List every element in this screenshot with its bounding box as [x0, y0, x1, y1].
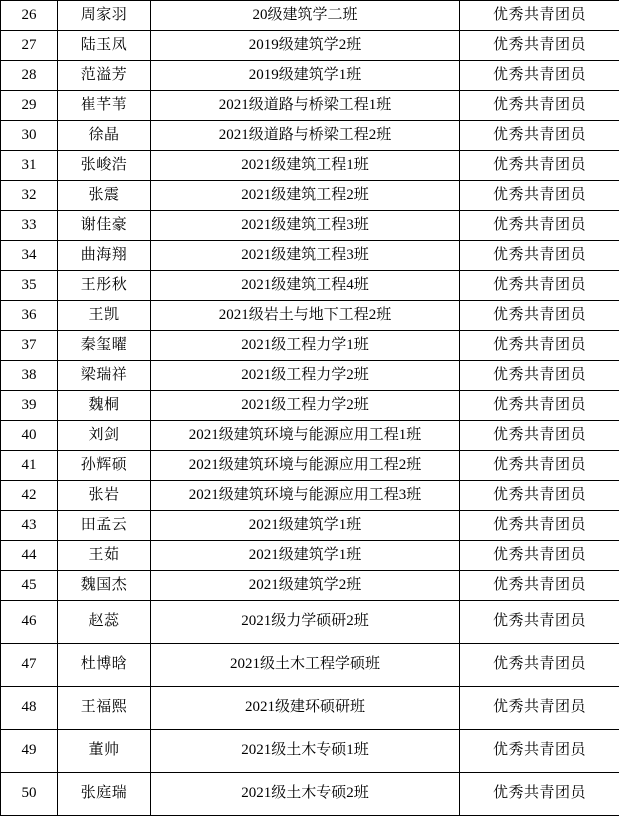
cell-class: 2021级建筑学1班: [151, 541, 460, 571]
table-row: [1, 601, 619, 644]
table-row: [1, 61, 619, 91]
table-row: [1, 91, 619, 121]
table-row: [1, 1, 619, 31]
cell-class: 2021级建筑环境与能源应用工程2班: [151, 451, 460, 481]
table-row: [1, 773, 619, 816]
cell-index: 36: [1, 301, 58, 331]
cell-class: 2021级工程力学2班: [151, 391, 460, 421]
cell-index: 32: [1, 181, 58, 211]
cell-honor: 优秀共青团员: [460, 730, 619, 773]
table-row: [1, 181, 619, 211]
cell-class: 2021级力学硕研2班: [151, 601, 460, 644]
cell-index: 45: [1, 571, 58, 601]
cell-class: 2019级建筑学2班: [151, 31, 460, 61]
cell-class: 2021级工程力学2班: [151, 361, 460, 391]
cell-index: 39: [1, 391, 58, 421]
cell-name: 魏桐: [58, 391, 151, 421]
cell-index: 30: [1, 121, 58, 151]
table-row: [1, 151, 619, 181]
cell-index: 49: [1, 730, 58, 773]
cell-honor: 优秀共青团员: [460, 331, 619, 361]
cell-index: 47: [1, 644, 58, 687]
cell-name: 张庭瑞: [58, 773, 151, 816]
cell-honor: 优秀共青团员: [460, 541, 619, 571]
cell-honor: 优秀共青团员: [460, 481, 619, 511]
cell-index: 29: [1, 91, 58, 121]
cell-name: 曲海翔: [58, 241, 151, 271]
cell-index: 43: [1, 511, 58, 541]
cell-honor: 优秀共青团员: [460, 121, 619, 151]
cell-honor: 优秀共青团员: [460, 61, 619, 91]
cell-index: 28: [1, 61, 58, 91]
cell-name: 刘剑: [58, 421, 151, 451]
cell-name: 梁瑞祥: [58, 361, 151, 391]
cell-class: 2021级建环硕研班: [151, 687, 460, 730]
cell-honor: 优秀共青团员: [460, 451, 619, 481]
table-row: [1, 571, 619, 601]
table-row: [1, 331, 619, 361]
cell-class: 2021级岩土与地下工程2班: [151, 301, 460, 331]
cell-name: 周家羽: [58, 1, 151, 31]
cell-name: 张震: [58, 181, 151, 211]
cell-honor: 优秀共青团员: [460, 601, 619, 644]
cell-honor: 优秀共青团员: [460, 571, 619, 601]
cell-class: 2021级道路与桥梁工程2班: [151, 121, 460, 151]
cell-index: 40: [1, 421, 58, 451]
cell-class: 2021级建筑工程3班: [151, 241, 460, 271]
cell-class: 2021级建筑学1班: [151, 511, 460, 541]
cell-class: 2021级建筑工程2班: [151, 181, 460, 211]
cell-index: 42: [1, 481, 58, 511]
cell-honor: 优秀共青团员: [460, 511, 619, 541]
cell-honor: 优秀共青团员: [460, 361, 619, 391]
table-row: [1, 541, 619, 571]
table-row: [1, 241, 619, 271]
cell-name: 孙辉硕: [58, 451, 151, 481]
cell-honor: 优秀共青团员: [460, 151, 619, 181]
table-row: [1, 644, 619, 687]
cell-index: 34: [1, 241, 58, 271]
cell-class: 2021级土木工程学硕班: [151, 644, 460, 687]
cell-class: 2021级道路与桥梁工程1班: [151, 91, 460, 121]
table-row: [1, 211, 619, 241]
table-body: [1, 1, 619, 816]
cell-honor: 优秀共青团员: [460, 271, 619, 301]
cell-name: 董帅: [58, 730, 151, 773]
table-row: [1, 451, 619, 481]
cell-index: 33: [1, 211, 58, 241]
cell-class: 2021级土木专硕2班: [151, 773, 460, 816]
table-row: [1, 271, 619, 301]
cell-name: 田孟云: [58, 511, 151, 541]
table-row: [1, 361, 619, 391]
cell-name: 张峻浩: [58, 151, 151, 181]
table-row: [1, 687, 619, 730]
cell-class: 2021级建筑工程4班: [151, 271, 460, 301]
table-row: [1, 31, 619, 61]
cell-class: 20级建筑学二班: [151, 1, 460, 31]
cell-honor: 优秀共青团员: [460, 211, 619, 241]
cell-name: 范溢芳: [58, 61, 151, 91]
cell-honor: 优秀共青团员: [460, 391, 619, 421]
cell-honor: 优秀共青团员: [460, 31, 619, 61]
cell-honor: 优秀共青团员: [460, 421, 619, 451]
cell-name: 秦玺曜: [58, 331, 151, 361]
cell-index: 50: [1, 773, 58, 816]
cell-honor: 优秀共青团员: [460, 301, 619, 331]
cell-name: 王凯: [58, 301, 151, 331]
cell-index: 31: [1, 151, 58, 181]
cell-class: 2021级建筑学2班: [151, 571, 460, 601]
cell-name: 赵蕊: [58, 601, 151, 644]
cell-name: 王茹: [58, 541, 151, 571]
cell-name: 崔芊苇: [58, 91, 151, 121]
cell-index: 35: [1, 271, 58, 301]
cell-class: 2021级土木专硕1班: [151, 730, 460, 773]
cell-name: 杜博晗: [58, 644, 151, 687]
cell-honor: 优秀共青团员: [460, 241, 619, 271]
table-row: [1, 511, 619, 541]
cell-honor: 优秀共青团员: [460, 644, 619, 687]
cell-class: 2021级建筑环境与能源应用工程1班: [151, 421, 460, 451]
cell-name: 魏国杰: [58, 571, 151, 601]
cell-honor: 优秀共青团员: [460, 687, 619, 730]
table-row: [1, 730, 619, 773]
cell-honor: 优秀共青团员: [460, 181, 619, 211]
cell-index: 44: [1, 541, 58, 571]
table-row: [1, 421, 619, 451]
cell-class: 2021级建筑工程1班: [151, 151, 460, 181]
cell-class: 2019级建筑学1班: [151, 61, 460, 91]
cell-class: 2021级建筑工程3班: [151, 211, 460, 241]
table-row: [1, 391, 619, 421]
cell-index: 37: [1, 331, 58, 361]
table-row: [1, 301, 619, 331]
cell-index: 38: [1, 361, 58, 391]
cell-index: 41: [1, 451, 58, 481]
cell-name: 张岩: [58, 481, 151, 511]
table-row: [1, 481, 619, 511]
cell-index: 27: [1, 31, 58, 61]
cell-honor: 优秀共青团员: [460, 773, 619, 816]
cell-name: 谢佳豪: [58, 211, 151, 241]
cell-name: 陆玉凤: [58, 31, 151, 61]
cell-honor: 优秀共青团员: [460, 91, 619, 121]
cell-name: 王彤秋: [58, 271, 151, 301]
cell-name: 王福熙: [58, 687, 151, 730]
cell-index: 46: [1, 601, 58, 644]
table-row: [1, 121, 619, 151]
cell-class: 2021级工程力学1班: [151, 331, 460, 361]
cell-class: 2021级建筑环境与能源应用工程3班: [151, 481, 460, 511]
cell-name: 徐晶: [58, 121, 151, 151]
cell-index: 26: [1, 1, 58, 31]
cell-index: 48: [1, 687, 58, 730]
cell-honor: 优秀共青团员: [460, 1, 619, 31]
